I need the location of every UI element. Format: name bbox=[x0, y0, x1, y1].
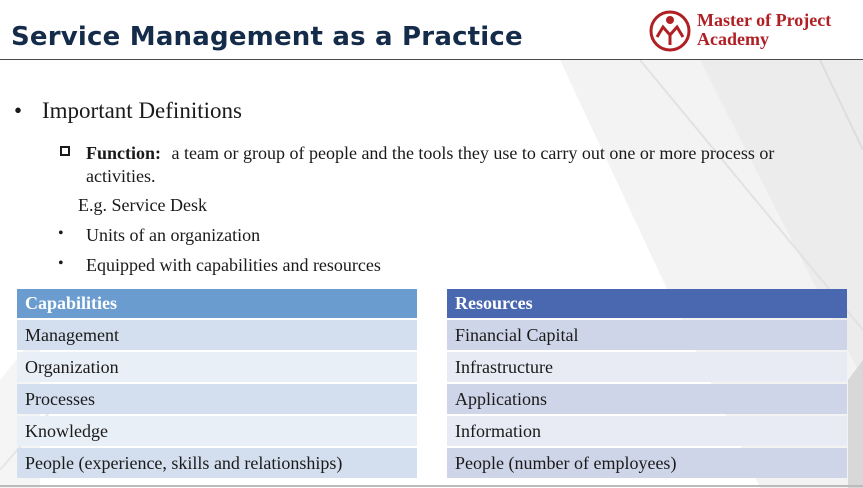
function-text: a team or group of people and the tools they use to carry out one or more process or activities. bbox=[86, 143, 775, 186]
capabilities-table bbox=[17, 289, 417, 478]
example-text: E.g. Service Desk bbox=[78, 195, 207, 215]
slide-title: Service Management as a Practice bbox=[11, 22, 523, 52]
table-row: Applications bbox=[447, 384, 847, 414]
function-definition bbox=[60, 142, 820, 188]
sub-bullet-text: Units of an organization bbox=[86, 225, 261, 245]
resources-header: Resources bbox=[447, 289, 847, 318]
table-row: People (number of employees) bbox=[447, 448, 847, 478]
logo-text bbox=[697, 11, 831, 49]
brand-logo bbox=[648, 9, 853, 55]
bullet-dot-icon: • bbox=[14, 98, 23, 123]
square-bullet-icon bbox=[60, 146, 70, 156]
slide-header bbox=[0, 0, 863, 60]
table-row: Organization bbox=[17, 352, 417, 382]
main-bullet-text: Important Definitions bbox=[42, 98, 242, 123]
logo-emblem-icon bbox=[648, 9, 692, 53]
resources-table bbox=[447, 289, 847, 478]
table-row: Processes bbox=[17, 384, 417, 414]
logo-line: Master of Project bbox=[697, 10, 832, 30]
table-row: Infrastructure bbox=[447, 352, 847, 382]
capabilities-header: Capabilities bbox=[17, 289, 417, 318]
table-row: Information bbox=[447, 416, 847, 446]
table-row: People (experience, skills and relationships) bbox=[17, 448, 417, 478]
table-row: Knowledge bbox=[17, 416, 417, 446]
table-row: Financial Capital bbox=[447, 320, 847, 350]
sub-bullet-text: Equipped with capabilities and resources bbox=[86, 255, 381, 275]
function-term: Function: bbox=[86, 143, 162, 163]
logo-line: Academy bbox=[697, 29, 769, 49]
table-row: Management bbox=[17, 320, 417, 350]
bullet-dot-icon: • bbox=[58, 255, 64, 272]
bullet-dot-icon: • bbox=[58, 225, 64, 242]
